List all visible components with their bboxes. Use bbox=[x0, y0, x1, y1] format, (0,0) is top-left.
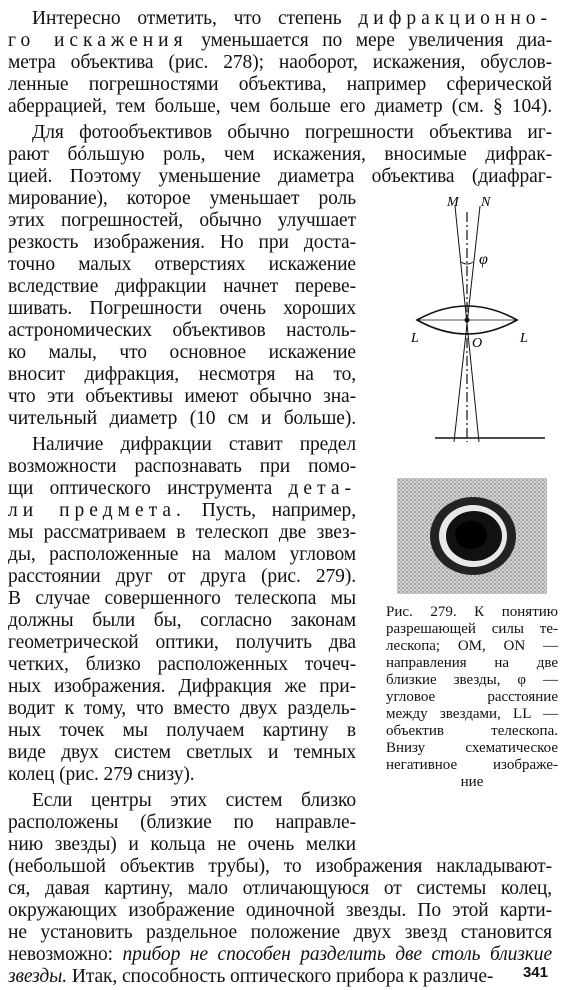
text-line bbox=[8, 944, 552, 966]
text-line: ся, давая картину, мало отличающуюся от системы колец, bbox=[8, 878, 552, 899]
caption-line: разрешающей силы те- bbox=[386, 621, 558, 637]
diffraction-image bbox=[397, 478, 547, 594]
text-line: что эти объективы имеют обычно зна- bbox=[8, 386, 356, 407]
text-line: водит к тому, что вместо двух раздель- bbox=[8, 698, 356, 719]
caption-line: угловое расстояние bbox=[386, 689, 558, 705]
text-line: вследствие дифракции начнет переве- bbox=[8, 276, 356, 297]
label-L-left: L bbox=[411, 331, 419, 346]
spaced-term: го искажения bbox=[8, 30, 188, 51]
text-line: не установить раздельное положение двух звезд становится bbox=[8, 922, 552, 943]
text-line: ных точек мы получаем картину в bbox=[8, 720, 356, 741]
label-N: N bbox=[481, 195, 491, 210]
caption-line: ние bbox=[460, 774, 484, 790]
label-O: O bbox=[472, 336, 483, 351]
caption-line: негативное изображе- bbox=[386, 757, 558, 773]
text-segment: Интересно отметить, что степень bbox=[32, 8, 342, 29]
text-segment: Пусть, например, bbox=[201, 500, 356, 521]
label-M: M bbox=[447, 195, 459, 210]
lens-diagram bbox=[395, 192, 555, 446]
text-line: астрономических объективов настоль- bbox=[8, 320, 356, 341]
text-line: ленные погрешностями объектива, например сферической bbox=[8, 74, 552, 95]
figure-caption bbox=[386, 604, 558, 791]
caption-line: лескопа; OM, ON — bbox=[386, 638, 558, 654]
italic-text: звезды. bbox=[8, 966, 68, 987]
text-line bbox=[8, 966, 494, 988]
text-line bbox=[8, 478, 356, 500]
text-line: возможности распознавать при помо- bbox=[8, 456, 356, 477]
text-line: аберрацией, тем больше, чем больше его диаметр (см. § 104). bbox=[8, 96, 552, 117]
text-line: точно малых отверстиях искажение bbox=[8, 254, 356, 275]
text-line: В случае совершенного телескопа мы bbox=[8, 588, 356, 609]
caption-line: Рис. 279. К понятию bbox=[386, 604, 558, 620]
text-line: резкость изображения. Но при доста- bbox=[8, 232, 356, 253]
text-line: ных изображения. Дифракция же при- bbox=[8, 676, 356, 697]
text-line: должны были бы, согласно законам bbox=[8, 610, 356, 631]
text-line: цией. Поэтому уменьшение диаметра объектива (диафраг- bbox=[8, 166, 552, 187]
text-line: Если центры этих систем близко bbox=[32, 790, 356, 811]
caption-line: направления на две bbox=[386, 655, 558, 671]
text-line: шивать. Погрешности очень хороших bbox=[8, 298, 356, 319]
diffraction-rings bbox=[397, 478, 547, 594]
caption-line: объектив телескопа. bbox=[386, 723, 558, 739]
text-line: (небольшой объектив трубы), то изображения накладывают- bbox=[8, 856, 552, 877]
text-line: чительный диаметр (10 см и больше). bbox=[8, 408, 356, 429]
text-line: мирование), которое уменьшает роль bbox=[8, 188, 356, 209]
text-line: Для фотообъективов обычно погрешности объектива иг- bbox=[32, 122, 552, 143]
text-line: этих погрешностей, обычно улучшает bbox=[8, 210, 356, 231]
text-line: виде двух систем светлых и темных bbox=[8, 742, 356, 763]
text-line: ды, расположенные на малом угловом bbox=[8, 544, 356, 565]
text-segment: невозможно: bbox=[8, 944, 113, 965]
text-line: вносит дифракция, несмотря на то, bbox=[8, 364, 356, 385]
page-number: 341 bbox=[522, 964, 548, 981]
caption-line: между звездами, LL — bbox=[386, 706, 558, 722]
text-line: Наличие дифракции ставит предел bbox=[32, 434, 356, 455]
text-line: нию звезды) и кольца не очень мелки bbox=[8, 834, 356, 855]
text-line bbox=[8, 8, 552, 30]
text-line bbox=[8, 500, 356, 522]
text-line: метра объектива (рис. 278); наоборот, искажения, обуслов- bbox=[8, 52, 552, 73]
text-line: ко малы, что основное искажение bbox=[8, 342, 356, 363]
text-line: рают бóльшую роль, чем искажения, вносимые дифрак- bbox=[8, 144, 552, 165]
core bbox=[455, 521, 487, 549]
spaced-term: ли предмета. bbox=[8, 500, 186, 521]
italic-text: прибор не способен разделить две столь близкие bbox=[122, 944, 552, 965]
text-line: окружающих изображение одиночной звезды. По этой карти- bbox=[8, 900, 552, 921]
text-line: расположены (близкие по направле- bbox=[8, 812, 356, 833]
caption-line: Внизу схематическое bbox=[386, 740, 558, 756]
text-line: четких, близко расположенных точеч- bbox=[8, 654, 356, 675]
text-line: мы рассматриваем в телескоп две звез- bbox=[8, 522, 356, 543]
text-segment: щи оптического инструмента bbox=[8, 478, 273, 499]
text-line: геометрической оптики, получить два bbox=[8, 632, 356, 653]
text-segment: уменьшается по мере увеличения диа- bbox=[201, 30, 553, 51]
text-line: расстоянии друг от друга (рис. 279). bbox=[8, 566, 356, 587]
text-segment: Итак, способность оптического прибора к различе- bbox=[71, 966, 494, 987]
text-line: колец (рис. 279 снизу). bbox=[8, 764, 195, 785]
focus-point bbox=[465, 318, 470, 323]
caption-line: близкие звезды, φ — bbox=[386, 672, 558, 688]
label-L-right: L bbox=[520, 331, 528, 346]
spaced-term: дифракционно- bbox=[358, 8, 552, 29]
text-line bbox=[8, 30, 552, 52]
label-phi: φ bbox=[479, 251, 488, 268]
spaced-term: дета- bbox=[288, 478, 356, 499]
